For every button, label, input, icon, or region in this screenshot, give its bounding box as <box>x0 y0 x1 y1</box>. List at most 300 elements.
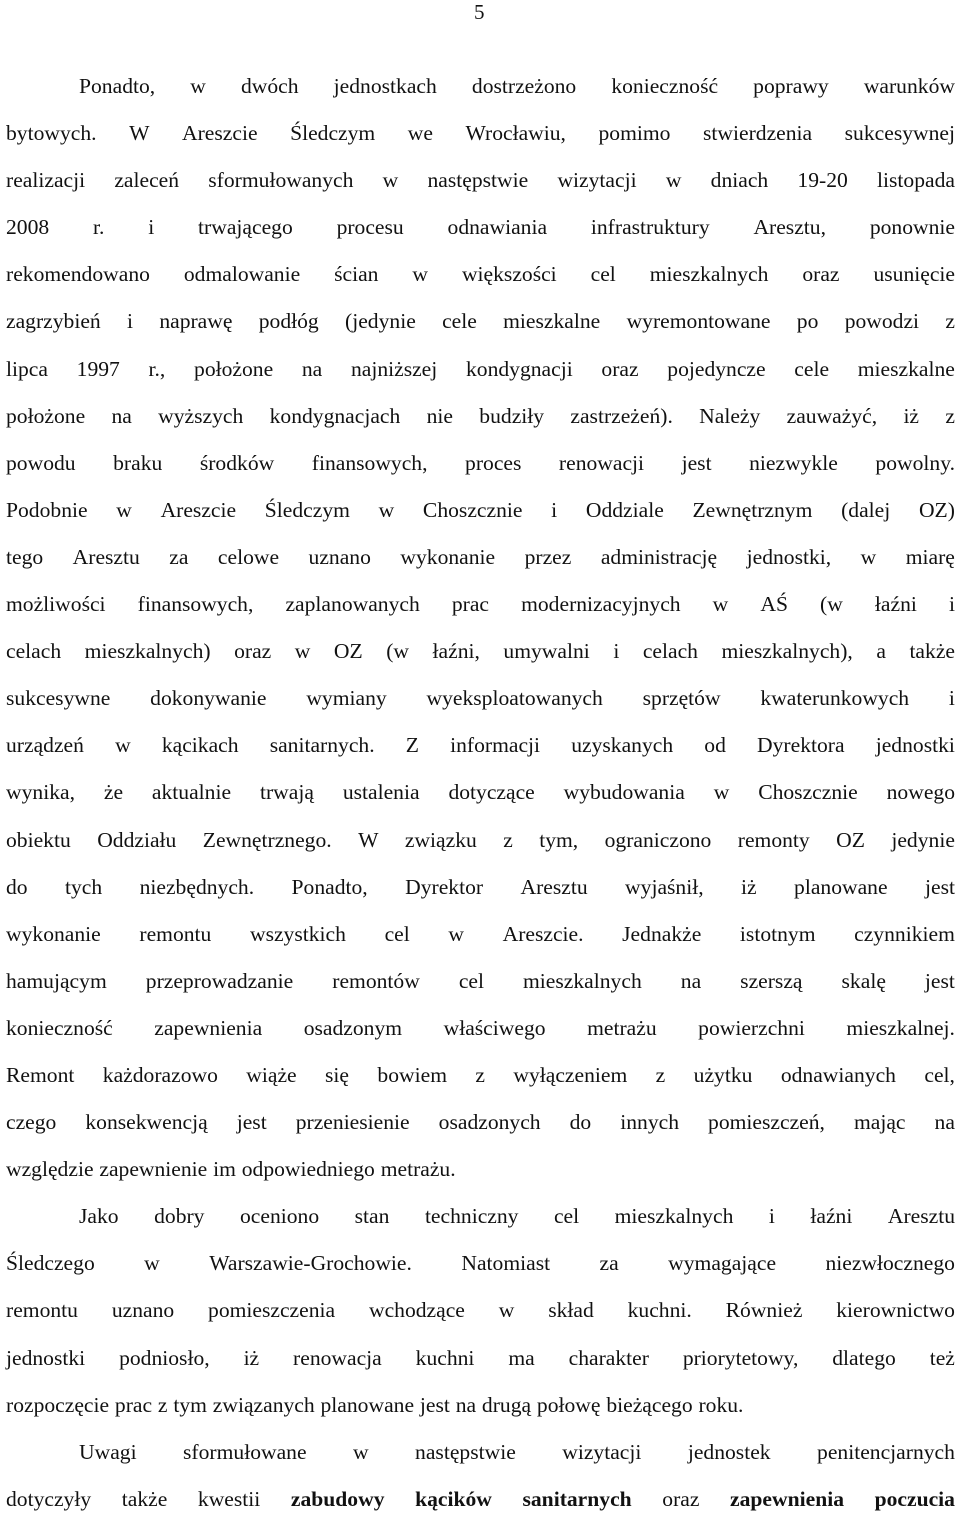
word: w <box>294 639 311 664</box>
word: wiąże <box>246 1062 297 1087</box>
word: (jedynie <box>345 309 416 334</box>
text-line <box>6 1335 955 1382</box>
text-line <box>6 487 955 534</box>
text-line <box>6 911 955 958</box>
word: oceniono <box>239 1204 320 1229</box>
word: uzyskanych <box>571 733 674 758</box>
word: Areszcie <box>160 497 237 522</box>
word: (w <box>386 639 410 664</box>
word: kwaterunkowych <box>760 686 910 711</box>
word: Oddziale <box>585 497 664 522</box>
text-line <box>6 958 955 1005</box>
word: odnawiania <box>447 215 548 240</box>
word: remontu <box>139 921 212 946</box>
word: i <box>551 497 558 522</box>
word: finansowych, <box>311 450 428 475</box>
word: hamującym <box>6 968 107 993</box>
word: stwierdzenia <box>703 121 813 146</box>
word: kuchni. <box>627 1298 692 1323</box>
word: infrastruktury <box>590 215 710 240</box>
word: odpowiedniego <box>241 1157 375 1182</box>
word: w <box>378 497 395 522</box>
word: mieszkalnych), <box>721 639 853 664</box>
text-line <box>6 63 955 110</box>
word: z <box>945 403 955 428</box>
word: techniczny <box>424 1204 519 1229</box>
text-line <box>6 581 955 628</box>
word: względzie <box>6 1157 94 1182</box>
word: ograniczono <box>604 827 712 852</box>
word: cel <box>458 968 484 993</box>
word: mieszkalnych <box>523 968 642 993</box>
word: mieszkalne <box>857 356 955 381</box>
word: sformułowanych <box>208 168 354 193</box>
word: celach <box>6 639 62 664</box>
word: dobry <box>154 1204 205 1229</box>
word: 1997 <box>76 356 120 381</box>
word: drugą <box>481 1392 532 1417</box>
word: jednostki <box>6 1345 86 1370</box>
word: się <box>325 1062 350 1087</box>
word: Zewnętrznym <box>692 497 813 522</box>
word: Ponadto, <box>79 74 156 98</box>
word: prac <box>114 1392 153 1417</box>
word: w <box>448 921 464 946</box>
word: stan <box>354 1204 390 1229</box>
word: po <box>796 309 819 334</box>
word: Dyrektor <box>405 874 484 899</box>
word: do <box>6 874 28 899</box>
word: i <box>127 309 134 334</box>
word: związanych <box>212 1392 315 1417</box>
word: braku <box>113 450 163 475</box>
word: wizytacji <box>562 1439 642 1464</box>
word: sanitarnych. <box>269 733 375 758</box>
word: OZ <box>836 827 865 852</box>
word: każdorazowo <box>102 1062 218 1087</box>
word: r. <box>93 215 105 240</box>
word: sformułowane <box>183 1439 307 1464</box>
word: bytowych. <box>6 121 97 146</box>
word: zapewnienie <box>99 1157 208 1182</box>
word: tym, <box>539 827 579 852</box>
word: jednostki, <box>746 544 832 569</box>
word: Dyrektora <box>757 733 845 758</box>
word: Jednakże <box>622 921 702 946</box>
word: i <box>948 592 955 617</box>
word: im <box>213 1157 236 1182</box>
word: Oddziału <box>97 827 177 852</box>
word: za <box>169 544 189 569</box>
text-line <box>6 628 955 675</box>
word: pojedyncze <box>667 356 766 381</box>
word: położone <box>194 356 274 381</box>
word: 19-20 <box>797 168 848 193</box>
word: sukcesywne <box>6 686 111 711</box>
word: konieczność <box>6 1015 113 1040</box>
word: w <box>498 1298 515 1323</box>
word: od <box>704 733 726 758</box>
word: mieszkalnej. <box>846 1015 955 1040</box>
word: cele <box>442 309 477 334</box>
word: wyremontowane <box>626 309 771 334</box>
word: w <box>353 1439 369 1464</box>
word: oraz <box>601 356 639 381</box>
word: jest <box>681 450 712 475</box>
text-line <box>6 1146 955 1193</box>
word: przez <box>524 544 572 569</box>
word: 2008 <box>6 215 50 240</box>
word: budziły <box>479 403 545 428</box>
text-line <box>6 298 955 345</box>
word: wynika, <box>6 780 75 805</box>
word: następstwie <box>415 1439 516 1464</box>
word: powolny. <box>875 450 955 475</box>
page-number: 5 <box>474 0 485 24</box>
word: dwóch <box>240 74 299 98</box>
word: większości <box>461 262 557 287</box>
word: sprzętów <box>642 686 721 711</box>
word: kwestii <box>197 1486 261 1511</box>
word: zagrzybień <box>6 309 101 334</box>
text-line <box>6 722 955 769</box>
word: przeniesienie <box>295 1110 410 1135</box>
word: realizacji <box>6 168 86 193</box>
word: iż <box>243 1345 260 1370</box>
word: powodzi <box>844 309 920 334</box>
word: pomimo <box>598 121 671 146</box>
word: pomieszczeń, <box>708 1110 825 1135</box>
word: r., <box>148 356 166 381</box>
word: dokonywanie <box>150 686 267 711</box>
word: zastrzeżeń). <box>570 403 673 428</box>
word: w <box>860 544 877 569</box>
word: za <box>599 1251 619 1276</box>
word: wyłączeniem <box>513 1062 628 1087</box>
word: skalę <box>841 968 886 993</box>
word: planowane <box>794 874 888 899</box>
word: informacji <box>450 733 541 758</box>
word: Śledczym <box>264 497 350 522</box>
word: jest <box>924 874 955 899</box>
word: w <box>412 262 429 287</box>
word: roku. <box>698 1392 744 1417</box>
word: łaźni <box>810 1204 853 1229</box>
word: Aresztu <box>520 874 588 899</box>
word: oraz <box>662 1486 700 1511</box>
word: priorytetowy, <box>682 1345 799 1370</box>
word: cele <box>794 356 830 381</box>
text-line <box>6 1476 955 1523</box>
text-line <box>6 1287 955 1334</box>
text-line <box>6 534 955 581</box>
word: cel, <box>924 1062 955 1087</box>
word: i <box>768 1204 775 1229</box>
word: wyjaśnił, <box>625 874 704 899</box>
word: aktualnie <box>151 780 232 805</box>
word: urządzeń <box>6 733 84 758</box>
word: sanitarnych <box>522 1486 632 1511</box>
word: rozpoczęcie <box>6 1392 110 1417</box>
word: zaplanowanych <box>285 592 420 617</box>
word: Jako <box>79 1204 119 1229</box>
word: czego <box>6 1110 57 1135</box>
word: dotyczyły <box>6 1486 92 1511</box>
word: renowacja <box>293 1345 382 1370</box>
word: niezwykle <box>749 450 838 475</box>
word: obiektu <box>6 827 71 852</box>
text-line <box>6 251 955 298</box>
word: sukcesywnej <box>844 121 955 146</box>
word: wyższych <box>158 403 244 428</box>
document-body <box>6 63 955 1523</box>
word: z <box>157 1392 168 1417</box>
text-line <box>6 864 955 911</box>
word: zaleceń <box>114 168 180 193</box>
word: następstwie <box>427 168 529 193</box>
word: Również <box>725 1298 803 1323</box>
word: Śledczego <box>6 1251 95 1276</box>
word: Należy <box>699 403 761 428</box>
word: we <box>407 121 433 146</box>
word: pomieszczenia <box>208 1298 336 1323</box>
word: charakter <box>568 1345 649 1370</box>
text-line <box>6 110 955 157</box>
word: administrację <box>600 544 718 569</box>
word: też <box>929 1345 955 1370</box>
word: AŚ <box>760 592 788 617</box>
word: wizytacji <box>557 168 637 193</box>
word: Zewnętrznego. <box>202 827 332 852</box>
word: oraz <box>234 639 272 664</box>
text-line <box>6 204 955 251</box>
word: właściwego <box>443 1015 546 1040</box>
word: i <box>613 639 620 664</box>
word: wymiany <box>306 686 387 711</box>
word: niezbędnych. <box>139 874 255 899</box>
word: metrażu <box>587 1015 657 1040</box>
word: Aresztu <box>887 1204 955 1229</box>
word: jedynie <box>891 827 955 852</box>
word: konieczność <box>611 74 719 98</box>
word: umywalni <box>503 639 590 664</box>
word: kondygnacji <box>465 356 573 381</box>
word: powodu <box>6 450 76 475</box>
word: odmalowanie <box>183 262 301 287</box>
word: (dalej <box>841 497 891 522</box>
word: że <box>103 780 124 805</box>
word: cel <box>384 921 410 946</box>
word: dniach <box>710 168 769 193</box>
word: ponownie <box>869 215 955 240</box>
word: związku <box>404 827 477 852</box>
word: dotyczące <box>448 780 535 805</box>
word: kierownictwo <box>836 1298 955 1323</box>
word: położone <box>6 403 86 428</box>
word: dlatego <box>832 1345 896 1370</box>
word: jest <box>236 1110 267 1135</box>
word: bowiem <box>377 1062 447 1087</box>
word: mieszkalnych) <box>84 639 211 664</box>
word: nowego <box>886 780 955 805</box>
word: w <box>665 168 682 193</box>
word: dostrzeżono <box>471 74 577 98</box>
word: ma <box>508 1345 535 1370</box>
text-line <box>6 769 955 816</box>
word: istotnym <box>739 921 816 946</box>
word: i <box>148 215 155 240</box>
word: środków <box>199 450 275 475</box>
word: Aresztu, <box>753 215 826 240</box>
word: kondygnacjach <box>269 403 401 428</box>
word: mieszkalnych <box>614 1204 734 1229</box>
word: a <box>876 639 886 664</box>
word: kącików <box>415 1486 492 1511</box>
word: ustalenia <box>342 780 420 805</box>
word: uznano <box>308 544 371 569</box>
word: Areszcie. <box>502 921 584 946</box>
word: konsekwencją <box>85 1110 208 1135</box>
word: rekomendowano <box>6 262 150 287</box>
word: szerszą <box>740 968 803 993</box>
word: jednostkach <box>333 74 437 98</box>
word: lipca <box>6 356 48 381</box>
word: wykonanie <box>400 544 496 569</box>
word: na <box>455 1392 477 1417</box>
text-line <box>6 346 955 393</box>
word: OZ <box>333 639 363 664</box>
word: poczucia <box>874 1486 955 1511</box>
word: remontów <box>332 968 420 993</box>
word: wybudowania <box>563 780 685 805</box>
word: oraz <box>802 262 840 287</box>
word: trwającego <box>198 215 293 240</box>
word: niezwłocznego <box>825 1251 955 1276</box>
word: usunięcie <box>873 262 955 287</box>
word: tym <box>173 1392 207 1417</box>
word: mieszkalnych <box>649 262 769 287</box>
word: celowe <box>217 544 280 569</box>
word: zauważyć, <box>786 403 878 428</box>
word: odnawianych <box>780 1062 896 1087</box>
word: w <box>190 74 206 98</box>
word: Z <box>405 733 419 758</box>
word: proces <box>465 450 522 475</box>
word: miarę <box>905 544 955 569</box>
word: z <box>945 309 955 334</box>
word: Remont <box>6 1062 75 1087</box>
word: łaźni, <box>432 639 480 664</box>
word: innych <box>620 1110 680 1135</box>
word: czynnikiem <box>854 921 955 946</box>
word: Śledczym <box>290 121 376 146</box>
word: cel <box>553 1204 580 1229</box>
word: tych <box>65 874 103 899</box>
word: na <box>934 1110 955 1135</box>
word: iż <box>741 874 757 899</box>
word: Areszcie <box>182 121 258 146</box>
word: użytku <box>693 1062 753 1087</box>
word: OZ) <box>918 497 955 522</box>
text-line <box>6 1005 955 1052</box>
word: mając <box>853 1110 906 1135</box>
word: renowacji <box>558 450 645 475</box>
text-line <box>6 440 955 487</box>
text-line <box>6 1240 955 1287</box>
text-line <box>6 1052 955 1099</box>
word: Wrocławiu, <box>465 121 566 146</box>
word: połowę <box>536 1392 601 1417</box>
word: do <box>569 1110 592 1135</box>
word: kuchni <box>415 1345 475 1370</box>
text-line <box>6 1382 955 1429</box>
word: mieszkalne <box>503 309 601 334</box>
word: kącikach <box>161 733 239 758</box>
word: z <box>503 827 513 852</box>
text-line <box>6 817 955 864</box>
word: finansowych, <box>137 592 254 617</box>
text-line <box>6 1193 955 1240</box>
word: iż <box>903 403 920 428</box>
word: podłóg <box>258 309 319 334</box>
word: wszystkich <box>249 921 346 946</box>
word: z <box>475 1062 485 1087</box>
word: cel <box>590 262 616 287</box>
word: jest <box>924 968 955 993</box>
word: W <box>358 827 379 852</box>
word: osadzonych <box>438 1110 541 1135</box>
word: na <box>301 356 323 381</box>
word: poprawy <box>753 74 829 98</box>
text-line <box>6 157 955 204</box>
text-line <box>6 675 955 722</box>
word: uznano <box>111 1298 175 1323</box>
word: wymagające <box>668 1251 777 1276</box>
word: wchodzące <box>368 1298 465 1323</box>
word: tego <box>6 544 44 569</box>
word: i <box>948 686 955 711</box>
word: na <box>680 968 702 993</box>
word: w <box>712 592 729 617</box>
word: warunków <box>863 74 955 98</box>
word: ścian <box>334 262 379 287</box>
word: modernizacyjnych <box>521 592 681 617</box>
word: podniosło, <box>119 1345 210 1370</box>
word: Podobnie <box>6 497 88 522</box>
word: w <box>713 780 730 805</box>
word: W <box>129 121 150 146</box>
word: Aresztu <box>72 544 140 569</box>
text-line <box>6 1429 955 1476</box>
word: Natomiast <box>461 1251 551 1276</box>
word: skład <box>548 1298 594 1323</box>
word: bieżącego <box>606 1392 693 1417</box>
text-line <box>6 393 955 440</box>
word: także <box>909 639 955 664</box>
word: Ponadto, <box>291 874 368 899</box>
word: także <box>121 1486 168 1511</box>
word: Uwagi <box>79 1439 137 1464</box>
word: wykonanie <box>6 921 101 946</box>
word: w <box>144 1251 160 1276</box>
word: procesu <box>336 215 404 240</box>
word: naprawę <box>159 309 233 334</box>
word: zapewnienia <box>730 1486 844 1511</box>
word: w <box>115 733 131 758</box>
word: zabudowy <box>290 1486 385 1511</box>
word: celach <box>642 639 698 664</box>
word: jednostek <box>687 1439 771 1464</box>
